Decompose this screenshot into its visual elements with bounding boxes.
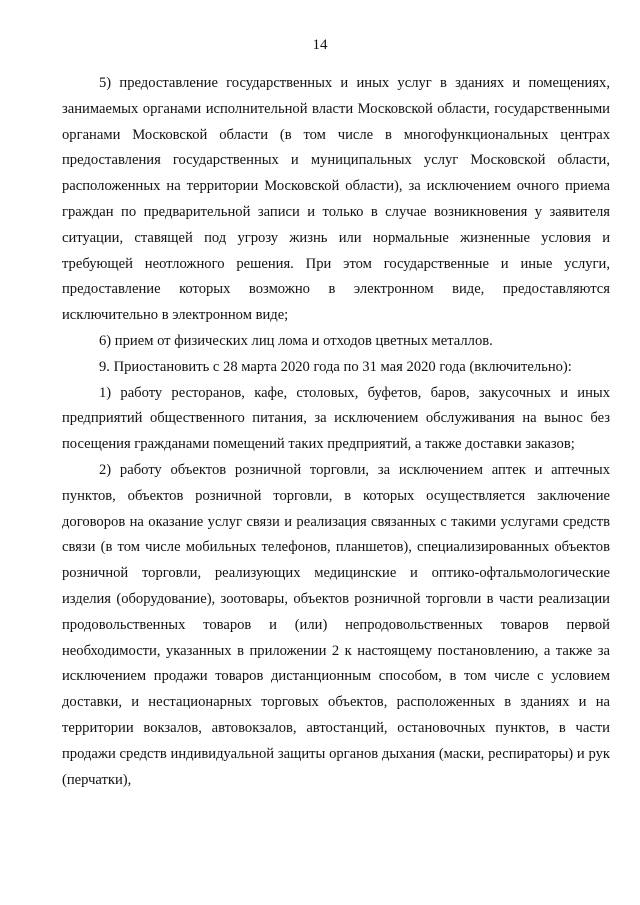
paragraph-1-catering: 1) работу ресторанов, кафе, столовых, буфетов, баров, закусочных и иных предприятий общественного питания, за исключением обслуживания на вынос без посещения гражданами помещений таких предприятий, а также доставки заказов;	[62, 384, 610, 453]
paragraph-5-services: 5) предоставление государственных и иных услуг в зданиях и помещениях, занимаемых органами исполнительной власти Московской области, государственными органами Московской области (в том числе в многофункциональных центрах предоставления государственных и муниципальных услуг Московской области, расположенных на территории Московской области), за исключением очного приема граждан по предварительной записи и только в случае возникновения у заявителя ситуации, ставящей под угрозу жизнь или нормальные жизненные условия и требующей неотложного решения. При этом государственные и иные услуги, предоставление которых возможно в электронном виде, предоставляются исключительно в электронном виде;	[62, 75, 610, 324]
paragraph-9-suspend: 9. Приостановить с 28 марта 2020 года по 31 мая 2020 года (включительно):	[99, 358, 572, 375]
page-number: 14	[312, 37, 328, 53]
paragraph-2-retail: 2) работу объектов розничной торговли, за исключением аптек и аптечных пунктов, объектов розничной торговли, в которых осуществляется заключение договоров на оказание услуг связи и реализация связанных с такими услугами средств связи (в том числе мобильных телефонов, планшетов), специализированных объектов розничной торговли, реализующих медицинские и оптико-офтальмологические изделия (оборудование), зоотовары, объектов розничной торговли в части реализации продовольственных товаров и (или) непродовольственных товаров первой необходимости, указанных в приложении 2 к настоящему постановлению, а также за исключением продажи товаров дистанционным способом, в том числе с условием доставки, и нестационарных торговых объектов, расположенных в зданиях и на территории вокзалов, автовокзалов, автостанций, остановочных пунктов, в части продажи средств индивидуальной защиты органов дыхания (маски, респираторы) и рук (перчатки),	[62, 461, 610, 788]
paragraph-6-metal-scrap: 6) прием от физических лиц лома и отходов цветных металлов.	[99, 332, 493, 349]
document-body	[62, 71, 610, 793]
